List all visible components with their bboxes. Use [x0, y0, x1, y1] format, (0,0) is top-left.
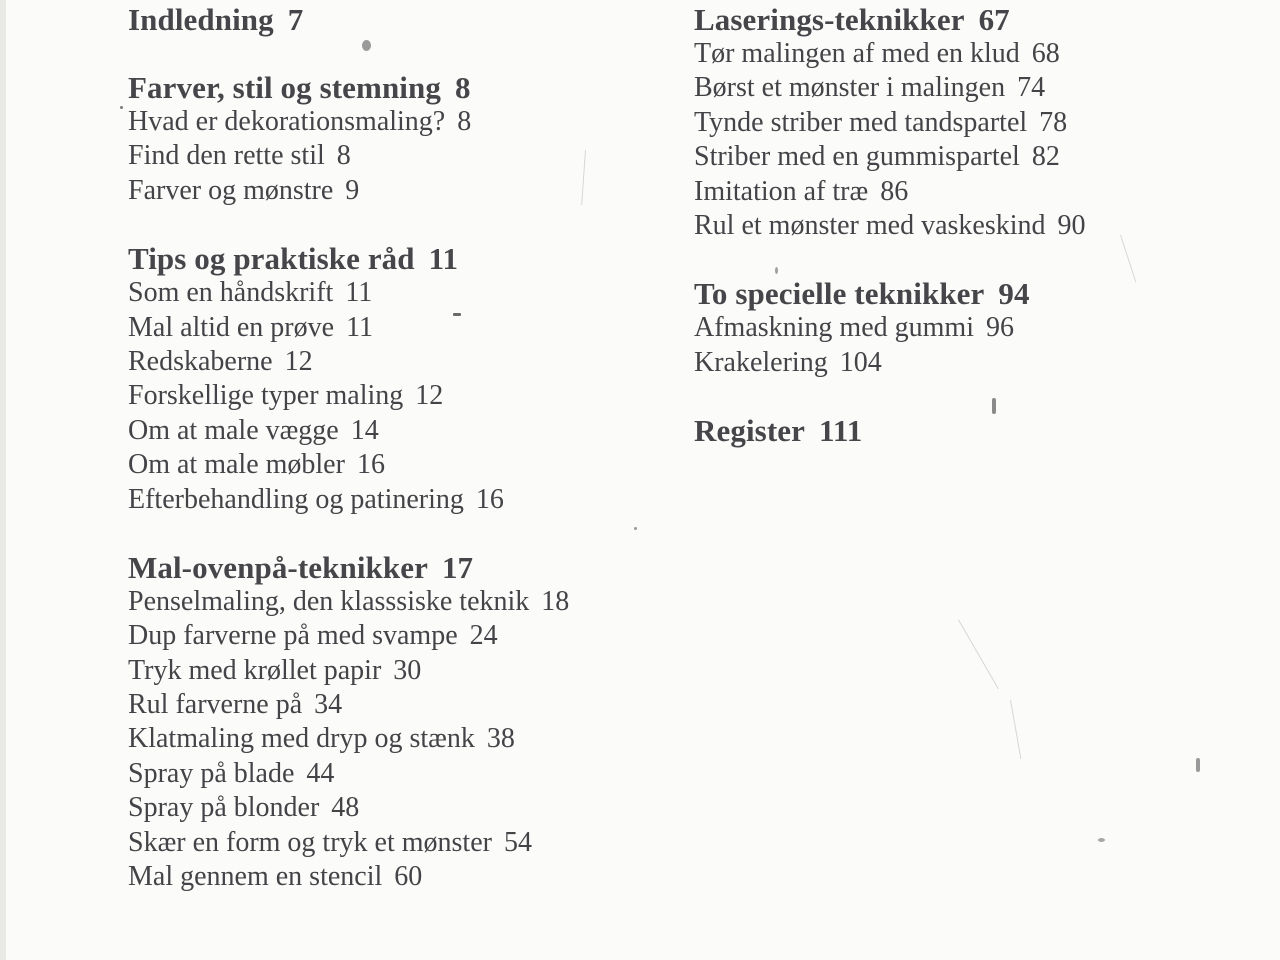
toc-section — [128, 71, 668, 208]
toc-entry — [128, 619, 668, 653]
toc-entry — [128, 345, 668, 379]
dust-speck — [453, 313, 461, 316]
entry-title: Dup farverne på med svampe — [128, 620, 458, 652]
entry-title: Spray på blade — [128, 757, 295, 789]
toc-entry — [694, 106, 1214, 140]
entry-page-number: 104 — [839, 346, 882, 378]
entry-page-number: 60 — [394, 861, 423, 893]
toc-entry — [128, 791, 668, 825]
entry-page-number: 14 — [350, 414, 379, 446]
section-title: Laserings-teknikker — [694, 2, 965, 37]
entry-page-number: 68 — [1031, 38, 1060, 69]
entry-page-number: 90 — [1057, 209, 1086, 241]
entry-page-number: 96 — [985, 312, 1014, 344]
entry-title: Striber med en gummispartel — [694, 141, 1020, 173]
entry-page-number: 8 — [457, 106, 472, 137]
entry-title: Som en håndskrift — [128, 277, 334, 309]
section-page-number: 8 — [454, 70, 471, 105]
section-page-number: 17 — [441, 549, 474, 585]
toc-section — [694, 277, 1214, 380]
toc-section — [128, 242, 668, 517]
toc-entry — [128, 174, 668, 208]
entry-page-number: 48 — [331, 792, 360, 824]
entry-title: Farver og mønstre — [128, 174, 334, 206]
toc-entry — [128, 654, 668, 688]
entry-page-number: 74 — [1017, 72, 1046, 104]
toc-section-heading — [128, 242, 668, 276]
section-title: Tips og praktiske råd — [128, 241, 415, 277]
entry-page-number: 44 — [306, 757, 335, 789]
entry-title: Klatmaling med dryp og stænk — [128, 723, 475, 755]
toc-section-heading — [694, 414, 1214, 448]
dust-speck — [1196, 758, 1200, 772]
toc-section-heading — [128, 71, 668, 105]
entry-page-number: 11 — [346, 311, 374, 343]
entry-page-number: 11 — [345, 277, 373, 309]
toc-entry — [694, 311, 1214, 345]
section-title: To specielle teknikker — [694, 276, 985, 312]
toc-column-right — [694, 0, 1214, 448]
toc-entry — [694, 209, 1214, 243]
dust-speck — [362, 40, 371, 51]
entry-page-number: 18 — [541, 585, 570, 617]
section-page-number: 94 — [998, 276, 1030, 312]
toc-entry — [128, 757, 668, 791]
entry-title: Krakelering — [694, 346, 828, 378]
toc-section — [694, 414, 1214, 448]
section-title: Farver, stil og stemning — [128, 70, 441, 105]
toc-entry — [694, 71, 1214, 105]
section-page-number: 67 — [978, 2, 1010, 37]
entry-page-number: 8 — [336, 140, 351, 172]
toc-entry — [128, 585, 668, 619]
toc-entry — [694, 346, 1214, 380]
entry-title: Rul et mønster med vaskeskind — [694, 209, 1046, 241]
entry-title: Spray på blonder — [128, 792, 320, 824]
toc-entry — [128, 105, 668, 139]
entry-title: Find den rette stil — [128, 140, 325, 172]
scan-scratch — [958, 620, 999, 690]
toc-entry — [694, 140, 1214, 174]
entry-title: Tynde striber med tandspartel — [694, 106, 1028, 138]
toc-section — [694, 0, 1214, 243]
toc-entry — [128, 414, 668, 448]
entry-page-number: 34 — [314, 689, 343, 721]
entry-title: Imitation af træ — [694, 175, 869, 207]
page-edge-shadow — [0, 0, 6, 960]
entry-title: Mal gennem en stencil — [128, 861, 383, 893]
entry-page-number: 38 — [486, 723, 515, 755]
dust-speck — [1098, 838, 1105, 842]
entry-title: Skær en form og tryk et mønster — [128, 826, 492, 858]
section-page-number: 111 — [818, 413, 863, 449]
entry-title: Rul farverne på — [128, 689, 303, 721]
entry-title: Forskellige typer maling — [128, 380, 404, 412]
toc-entry — [128, 688, 668, 722]
toc-entry — [128, 860, 668, 894]
toc-section — [128, 551, 668, 895]
entry-page-number: 54 — [503, 826, 532, 858]
section-title: Indledning — [128, 2, 274, 37]
entry-title: Tryk med krøllet papir — [128, 654, 382, 686]
dust-speck — [120, 106, 123, 109]
entry-page-number: 24 — [469, 620, 498, 652]
toc-entry — [128, 311, 668, 345]
toc-section-heading — [128, 3, 668, 37]
section-title: Mal-ovenpå-teknikker — [128, 549, 428, 585]
entry-page-number: 9 — [345, 174, 360, 206]
entry-title: Afmaskning med gummi — [694, 312, 974, 344]
entry-page-number: 86 — [880, 175, 909, 207]
scan-scratch — [1010, 700, 1021, 759]
dust-speck — [992, 398, 996, 414]
entry-page-number: 16 — [475, 483, 504, 515]
section-page-number: 7 — [287, 2, 304, 37]
toc-entry — [128, 448, 668, 482]
dust-speck — [775, 267, 778, 274]
dust-speck — [634, 527, 637, 530]
entry-page-number: 78 — [1039, 106, 1068, 138]
entry-page-number: 30 — [393, 654, 422, 686]
section-page-number: 11 — [428, 241, 459, 277]
entry-page-number: 12 — [284, 345, 313, 377]
toc-section-heading — [694, 277, 1214, 311]
toc-entry — [128, 826, 668, 860]
toc-entry — [128, 722, 668, 756]
toc-section — [128, 0, 668, 37]
entry-page-number: 82 — [1031, 141, 1060, 173]
entry-title: Børst et mønster i malingen — [694, 72, 1006, 104]
toc-column-left — [128, 0, 668, 894]
toc-section-heading — [694, 3, 1214, 37]
entry-title: Penselmaling, den klasssiske teknik — [128, 585, 530, 617]
entry-page-number: 12 — [415, 380, 444, 412]
entry-title: Redskaberne — [128, 345, 273, 377]
entry-title: Tør malingen af med en klud — [694, 38, 1020, 69]
entry-title: Hvad er dekorationsmaling? — [128, 106, 446, 137]
toc-entry — [128, 276, 668, 310]
toc-entry — [128, 483, 668, 517]
toc-entry — [694, 37, 1214, 71]
entry-title: Mal altid en prøve — [128, 311, 335, 343]
toc-entry — [128, 379, 668, 413]
entry-page-number: 16 — [356, 449, 385, 481]
toc-entry — [694, 175, 1214, 209]
entry-title: Om at male møbler — [128, 449, 345, 481]
section-title: Register — [694, 413, 805, 449]
toc-entry — [128, 139, 668, 173]
toc-section-heading — [128, 551, 668, 585]
entry-title: Om at male vægge — [128, 414, 339, 446]
entry-title: Efterbehandling og patinering — [128, 483, 464, 515]
